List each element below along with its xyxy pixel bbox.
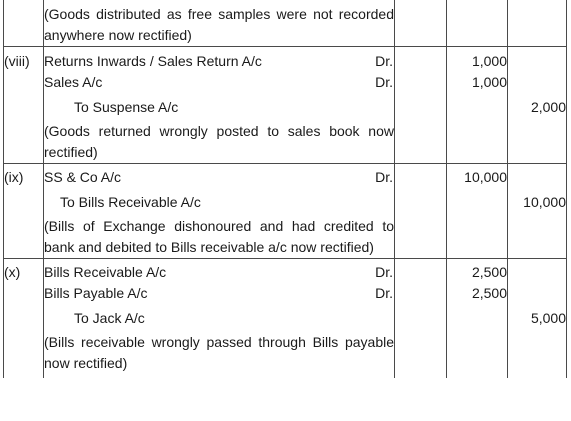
debit-amount: 10,000 [447, 164, 508, 189]
entry-number: (x) [4, 259, 44, 284]
debit-account-name: Returns Inwards / Sales Return A/c [44, 53, 262, 69]
journal-row [4, 213, 567, 259]
credit-amount: 10,000 [508, 188, 567, 213]
journal-row [4, 164, 567, 189]
journal-row [4, 329, 567, 374]
debit-account-name: Bills Receivable A/c [44, 264, 167, 280]
debit-account-line [44, 51, 394, 72]
journal-row [4, 47, 567, 73]
debit-account-name: Bills Payable A/c [44, 285, 148, 301]
credit-account-name: To Jack A/c [74, 310, 145, 326]
entry-number: (viii) [4, 47, 44, 73]
debit-account-name: Sales A/c [44, 74, 103, 90]
journal-row [4, 118, 567, 164]
debit-amount-cell [447, 0, 508, 47]
debit-account-line [44, 262, 394, 283]
journal-row [4, 72, 567, 93]
journal-row [4, 283, 567, 304]
journal-row [4, 188, 567, 213]
entry-narration: (Bills of Exchange dishonoured and had credited to bank and debited to Bills receivable a/c now rectified) [44, 218, 394, 255]
journal-row [4, 259, 567, 284]
debit-account-line [44, 283, 394, 304]
debit-account-line [44, 72, 394, 93]
credit-account-name: To Suspense A/c [74, 99, 179, 115]
dr-marker: Dr. [375, 264, 393, 280]
entry-narration: (Bills receivable wrongly passed through Bills payable now rectified) [44, 334, 394, 371]
entry-number [4, 0, 44, 47]
dr-marker: Dr. [375, 53, 393, 69]
journal-row [4, 93, 567, 118]
credit-amount: 5,000 [508, 304, 567, 329]
dr-marker: Dr. [375, 285, 393, 301]
entry-number: (ix) [4, 164, 44, 189]
journal-row-spacer [4, 374, 567, 378]
entry-narration: (Goods distributed as free samples were not recorded anywhere now rectified) [44, 6, 394, 43]
entry-narration: (Goods returned wrongly posted to sales book now rectified) [44, 123, 394, 160]
debit-account-line [44, 167, 394, 188]
debit-amount: 2,500 [447, 283, 508, 304]
journal-table [3, 0, 567, 378]
journal-row [4, 304, 567, 329]
dr-marker: Dr. [375, 74, 393, 90]
dr-marker: Dr. [375, 169, 393, 185]
debit-account-name: SS & Co A/c [44, 169, 122, 185]
credit-amount: 2,000 [508, 93, 567, 118]
debit-amount: 1,000 [447, 72, 508, 93]
ledger-folio-cell [395, 0, 447, 47]
journal-entry-continued [4, 0, 567, 47]
debit-amount: 2,500 [447, 259, 508, 284]
credit-account-name: To Bills Receivable A/c [60, 194, 201, 210]
credit-amount-cell [508, 0, 567, 47]
debit-amount: 1,000 [447, 47, 508, 73]
